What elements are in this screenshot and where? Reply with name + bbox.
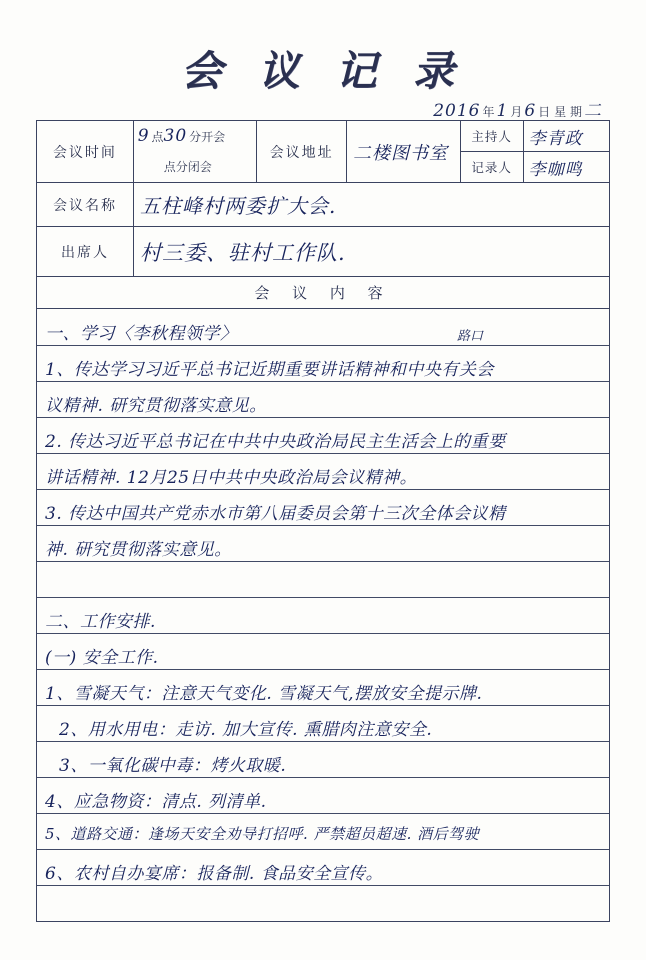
attendees-text: 村三委、驻村工作队. [140, 240, 346, 265]
attendees-label: 出席人 [61, 244, 109, 261]
content-line: 神. 研究贯彻落实意见。 [45, 540, 232, 560]
table-row [37, 183, 609, 227]
recorder-value [524, 155, 609, 180]
rule-line [37, 525, 609, 526]
weekday-value: 二 [584, 101, 602, 121]
content-line: 二、工作安排. [45, 612, 156, 632]
host-value [524, 124, 609, 149]
recorder-text: 李咖鸣 [528, 159, 583, 180]
rule-line [37, 453, 609, 454]
meeting-end-time [134, 152, 257, 183]
content-line: 1、传达学习习近平总书记近期重要讲话精神和中央有关会 [45, 360, 494, 380]
rule-line [37, 705, 609, 706]
page-title: 会 议 记 录 [181, 47, 465, 95]
rule-line [37, 669, 609, 670]
content-line: 2. 传达习近平总书记在中共中央政治局民主生活会上的重要 [45, 432, 506, 452]
rule-line [37, 885, 609, 886]
weekday-label: 星 期 [554, 105, 582, 119]
date-year-value: 2016 [433, 101, 481, 121]
rule-line [37, 597, 609, 598]
date-header [433, 96, 602, 121]
start-time-suffix: 分开会 [189, 129, 226, 144]
date-month-label: 月 [510, 105, 523, 119]
meeting-time-value [133, 121, 257, 182]
attendees-value [133, 227, 609, 276]
meeting-place-label: 会议地址 [256, 121, 346, 182]
content-line: 2、用水用电：走访. 加大宣传. 熏腊肉注意安全. [59, 720, 433, 740]
meeting-record-table [36, 120, 610, 922]
inserted-note: 路口 [457, 329, 484, 344]
meeting-name-text: 五柱峰村两委扩大会. [140, 194, 337, 218]
rule-line [37, 345, 609, 346]
content-line: 讲话精神. 12月25日中共中央政治局会议精神。 [45, 468, 418, 488]
table-row [37, 227, 609, 277]
date-year-label: 年 [482, 105, 495, 119]
content-line: 3、一氧化碳中毒：烤火取暖. [59, 756, 287, 776]
recorder-row [461, 151, 609, 182]
rule-line [37, 489, 609, 490]
content-line: 一、学习〈李秋程领学〉 [45, 324, 238, 344]
content-line: 议精神. 研究贯彻落实意见。 [45, 396, 267, 416]
meeting-name-value [133, 183, 609, 226]
meeting-start-time [134, 121, 257, 152]
date-month-value: 1 [496, 101, 509, 121]
date-day-value: 6 [524, 101, 537, 121]
start-minute-value: 30 [163, 126, 188, 147]
end-time-suffix: 分闭会 [175, 160, 212, 175]
rule-line [37, 417, 609, 418]
content-line: 3. 传达中国共产党赤水市第八届委员会第十三次全体会议精 [45, 504, 506, 524]
meeting-content-area [37, 309, 609, 921]
table-row [37, 121, 609, 183]
place-text: 二楼图书室 [352, 142, 448, 164]
host-row [461, 121, 609, 151]
recorder-label: 记录人 [461, 152, 524, 182]
rule-line [37, 381, 609, 382]
content-line: 6、农村自办宴席：报备制. 食品安全宣传。 [45, 864, 384, 884]
start-hour-value: 9 [137, 126, 150, 147]
meeting-place-value [346, 121, 460, 182]
content-line: 1、雪凝天气：注意天气变化. 雪凝天气,摆放安全提示牌. [45, 684, 483, 704]
table-row [37, 277, 609, 309]
rule-line [37, 741, 609, 742]
content-line: 4、应急物资：清点. 列清单. [45, 792, 267, 812]
rule-line [37, 813, 609, 814]
host-label: 主持人 [461, 121, 524, 151]
rule-line [37, 561, 609, 562]
meeting-name-label: 会议名称 [53, 197, 117, 214]
content-header: 会 议 内 容 [254, 284, 392, 302]
start-hour-unit: 点 [151, 129, 164, 144]
content-line: (一) 安全工作. [45, 648, 159, 668]
host-text: 李青政 [528, 128, 583, 149]
end-hour-unit: 点 [163, 160, 176, 175]
rule-line [37, 849, 609, 850]
rule-line [37, 633, 609, 634]
date-day-label: 日 [538, 105, 551, 119]
rule-line [37, 777, 609, 778]
meeting-time-label: 会议时间 [52, 144, 117, 161]
content-line: 5、道路交通：逢场天安全劝导打招呼. 严禁超员超速. 酒后驾驶 [45, 825, 480, 843]
people-cell [460, 121, 609, 182]
